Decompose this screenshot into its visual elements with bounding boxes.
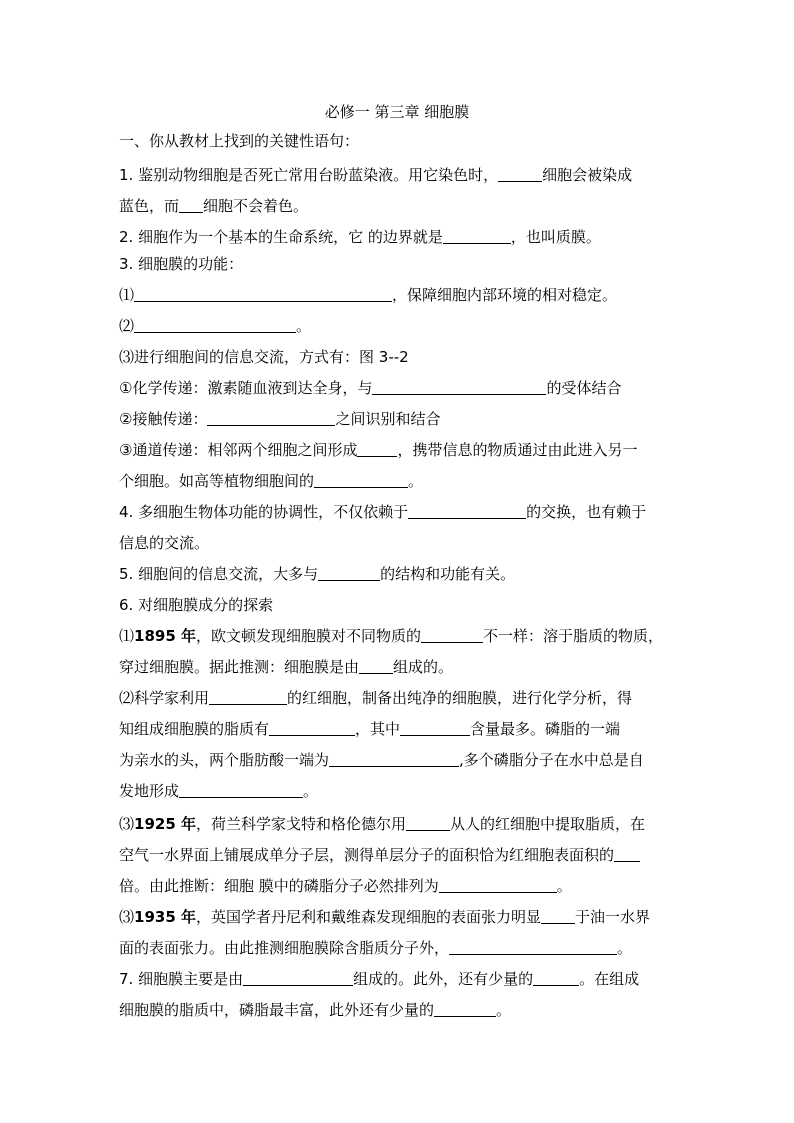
section-heading: 一、你从教材上找到的关键性语句： <box>119 132 360 150</box>
q5-line: 5. 细胞间的信息交流，大多与 的结构和功能有关。 <box>119 565 516 583</box>
blank[interactable] <box>434 1000 496 1017</box>
q3-point-2: ⑵ 。 <box>119 317 312 335</box>
q3-head: 3. 细胞膜的功能： <box>119 255 244 273</box>
q6-s4-line-2: 面的表面张力。由此推测细胞膜除含脂质分子外， 。 <box>119 939 633 957</box>
blank[interactable] <box>207 409 335 426</box>
blank[interactable] <box>533 969 579 986</box>
blank[interactable] <box>209 688 287 705</box>
blank[interactable] <box>179 781 303 798</box>
blank[interactable] <box>359 657 393 674</box>
blank[interactable] <box>408 502 526 519</box>
blank[interactable] <box>406 814 450 831</box>
blank[interactable] <box>449 938 617 955</box>
blank[interactable] <box>314 471 408 488</box>
q6-s3-line-3: 倍。由此推断：细胞 膜中的磷脂分子必然排列为 。 <box>119 877 572 895</box>
q1-line-2: 蓝色，而 细胞不会着色。 <box>119 197 309 215</box>
blank[interactable] <box>243 969 353 986</box>
q6-s3-line-1: ⑶1925 年，荷兰科学家戈特和格伦德尔用 从人的红细胞中提取脂质，在 <box>119 815 646 833</box>
blank[interactable] <box>134 316 296 333</box>
q6-s2-line-3: 为亲水的头，两个脂肪酸一端为 ,多个磷脂分子在水中总是自 <box>119 751 644 769</box>
q3-contact: ②接触传递： 之间识别和结合 <box>119 410 441 428</box>
blank[interactable] <box>614 845 640 862</box>
q6-s4-line-1: ⑶1935 年，英国学者丹尼利和戴维森发现细胞的表面张力明显 于油一水界 <box>119 908 651 926</box>
blank[interactable] <box>134 285 392 302</box>
blank[interactable] <box>329 750 459 767</box>
page-title: 必修一 第三章 细胞膜 <box>324 103 470 121</box>
q6-s1-line-2: 穿过细胞膜。据此推测：细胞膜是由 组成的。 <box>119 658 454 676</box>
blank[interactable] <box>541 907 575 924</box>
q3-point-3: ⑶进行细胞间的信息交流，方式有：图 3--2 <box>119 348 409 366</box>
blank[interactable] <box>269 719 355 736</box>
blank[interactable] <box>357 440 397 457</box>
q3-channel-1: ③通道传递：相邻两个细胞之间形成 ，携带信息的物质通过由此进入另一 <box>119 441 638 459</box>
q6-s2-line-2: 知组成细胞膜的脂质有 ，其中 含量最多。磷脂的一端 <box>119 720 621 738</box>
blank[interactable] <box>443 227 511 244</box>
q6-s2-line-4: 发地形成 。 <box>119 782 319 800</box>
q6-s3-line-2: 空气一水界面上铺展成单分子层，测得单层分子的面积恰为红细胞表面积的 <box>119 844 679 866</box>
q4-line-2: 信息的交流。 <box>119 534 210 552</box>
q3-channel-2: 个细胞。如高等植物细胞间的 。 <box>119 472 424 490</box>
q6-s2-line-1: ⑵科学家利用 的红细胞，制备出纯净的细胞膜，进行化学分析，得 <box>119 689 633 707</box>
blank[interactable] <box>439 876 557 893</box>
q3-chem: ①化学传递：激素随血液到达全身，与 的受体结合 <box>119 379 622 397</box>
blank[interactable] <box>179 196 203 213</box>
blank[interactable] <box>318 564 380 581</box>
blank[interactable] <box>372 378 546 395</box>
q7-line-2: 细胞膜的脂质中，磷脂最丰富，此外还有少量的 。 <box>119 1001 512 1019</box>
q6-head: 6. 对细胞膜成分的探索 <box>119 596 274 614</box>
blank[interactable] <box>498 165 542 182</box>
q7-line-1: 7. 细胞膜主要是由 组成的。此外，还有少量的 。在组成 <box>119 970 640 988</box>
q1-line-1: 1. 鉴别动物细胞是否死亡常用台盼蓝染液。用它染色时， 细胞会被染成 <box>119 166 633 184</box>
q3-point-1: ⑴ ，保障细胞内部环境的相对稳定。 <box>119 286 618 304</box>
blank[interactable] <box>400 719 470 736</box>
q2-line: 2. 细胞作为一个基本的生命系统，它 的边界就是 ，也叫质膜。 <box>119 228 601 246</box>
blank[interactable] <box>421 626 483 643</box>
q4-line-1: 4. 多细胞生物体功能的协调性，不仅依赖于 的交换，也有赖于 <box>119 503 647 521</box>
q6-s1-line-1: ⑴1895 年，欧文顿发现细胞膜对不同物质的 不一样：溶于脂质的物质， <box>119 627 664 645</box>
